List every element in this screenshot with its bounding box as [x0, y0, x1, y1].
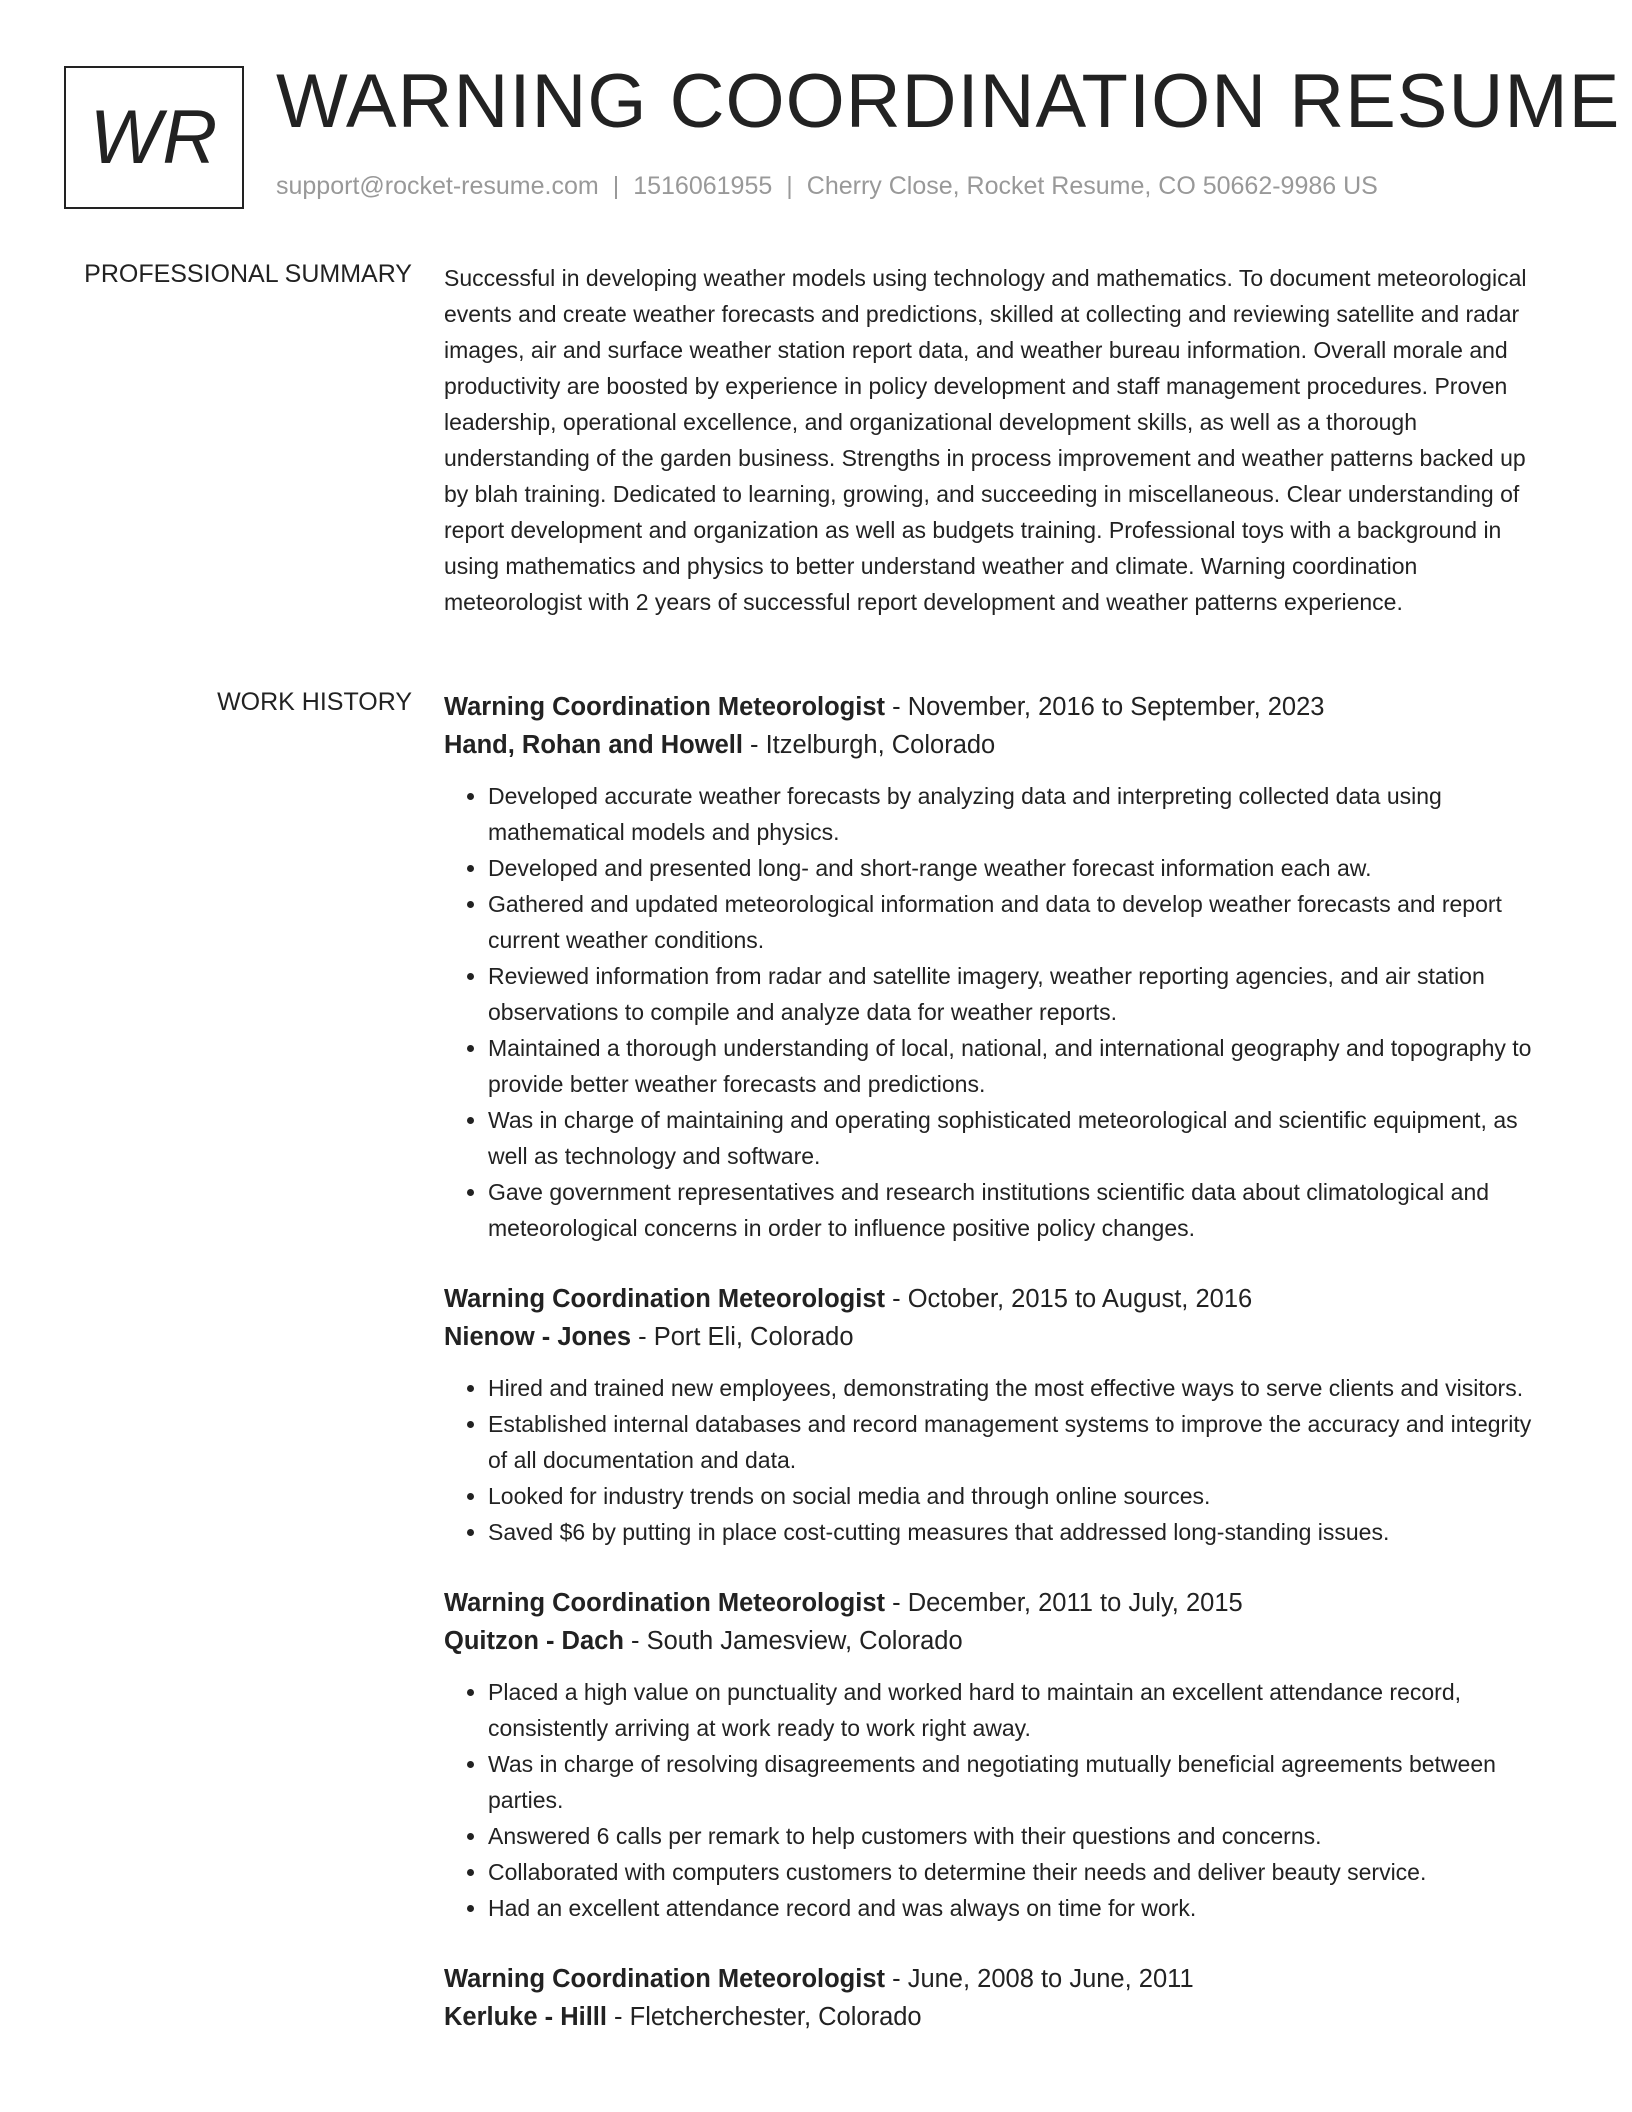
work-history-heading: WORK HISTORY [217, 688, 412, 716]
job-title: Warning Coordination Meteorologist [444, 1589, 886, 1617]
contact-line [276, 172, 1378, 201]
job-company-line [444, 1998, 1554, 2036]
job-bullets [444, 1370, 1554, 1550]
job-company-line [444, 726, 1554, 764]
job-dates: - November, 2016 to September, 2023 [885, 693, 1325, 721]
job-bullet: • Was in charge of resolving disagreements and negotiating mutually beneficial agreements between parties. [488, 1746, 1554, 1818]
job-entry [444, 1960, 1554, 2036]
job-location: - Itzelburgh, Colorado [742, 731, 996, 759]
job-bullet: • Hired and trained new employees, demonstrating the most effective ways to serve clients and visitors. [488, 1370, 1554, 1406]
job-title-line [444, 1280, 1554, 1318]
job-company: Kerluke - Hilll [444, 2003, 607, 2031]
job-bullet: • Maintained a thorough understanding of local, national, and international geography and topography to provide better weather forecasts and predictions. [488, 1030, 1554, 1102]
job-bullet: • Developed accurate weather forecasts by analyzing data and interpreting collected data using mathematical models and physics. [488, 778, 1554, 850]
monogram-logo: WR [64, 66, 244, 209]
contact-phone: 1516061955 [633, 172, 773, 200]
job-bullet: • Placed a high value on punctuality and worked hard to maintain an excellent attendance record, consistently arriving at work ready to work right away. [488, 1674, 1554, 1746]
job-bullets [444, 778, 1554, 1246]
job-dates: - October, 2015 to August, 2016 [885, 1285, 1253, 1313]
job-bullet: • Developed and presented long- and short-range weather forecast information each aw. [488, 850, 1554, 886]
job-entry [444, 688, 1554, 1246]
job-bullet: • Answered 6 calls per remark to help customers with their questions and concerns. [488, 1818, 1554, 1854]
job-bullet: • Looked for industry trends on social media and through online sources. [488, 1478, 1554, 1514]
job-title-line [444, 688, 1554, 726]
job-bullets [444, 1674, 1554, 1926]
job-title: Warning Coordination Meteorologist [444, 693, 886, 721]
job-title-line [444, 1584, 1554, 1622]
contact-email: support@rocket-resume.com [276, 172, 599, 200]
job-location: - Port Eli, Colorado [631, 1323, 854, 1351]
contact-separator: | [612, 172, 620, 200]
resume-title: WARNING COORDINATION RESUME [276, 59, 1621, 144]
contact-address: Cherry Close, Rocket Resume, CO 50662-9986 US [806, 172, 1378, 200]
job-dates: - December, 2011 to July, 2015 [885, 1589, 1243, 1617]
job-location: - Fletcherchester, Colorado [606, 2003, 922, 2031]
job-dates: - June, 2008 to June, 2011 [885, 1965, 1194, 1993]
summary-heading: PROFESSIONAL SUMMARY [84, 260, 412, 288]
job-title-line [444, 1960, 1554, 1998]
job-company: Quitzon - Dach [444, 1627, 624, 1655]
job-title: Warning Coordination Meteorologist [444, 1965, 886, 1993]
work-history-list [444, 688, 1554, 2070]
job-bullet: • Collaborated with computers customers to determine their needs and deliver beauty service. [488, 1854, 1554, 1890]
job-company: Hand, Rohan and Howell [444, 731, 743, 759]
summary-text: Successful in developing weather models using technology and mathematics. To document meteorological events and create weather forecasts and predictions, skilled at collecting and reviewing satellite and radar images, air and surface weather station report data, and weather bureau information. Overall morale and productivity are boosted by experience in policy development and staff management procedures. Proven leadership, operational excellence, and organizational development skills, as well as a thorough understanding of the garden business. Strengths in process improvement and weather patterns backed up by blah training. Dedicated to learning, growing, and succeeding in miscellaneous. Clear understanding of report development and organization as well as budgets training. Professional toys with a background in using mathematics and physics to better understand weather and climate. Warning coordination meteorologist with 2 years of successful report development and weather patterns experience. [444, 265, 1527, 615]
job-bullet: • Gathered and updated meteorological information and data to develop weather forecasts and report current weather conditions. [488, 886, 1554, 958]
job-bullet: • Gave government representatives and research institutions scientific data about climatological and meteorological concerns in order to influence positive policy changes. [488, 1174, 1554, 1246]
job-company-line [444, 1318, 1554, 1356]
job-company: Nienow - Jones [444, 1323, 632, 1351]
job-bullet: • Was in charge of maintaining and operating sophisticated meteorological and scientific equipment, as well as technology and software. [488, 1102, 1554, 1174]
contact-separator: | [786, 172, 793, 200]
job-company-line [444, 1622, 1554, 1660]
job-bullet: • Established internal databases and record management systems to improve the accuracy and integrity of all documentation and data. [488, 1406, 1554, 1478]
job-bullet: • Had an excellent attendance record and was always on time for work. [488, 1890, 1554, 1926]
job-bullet: • Saved $6 by putting in place cost-cutting measures that addressed long-standing issues. [488, 1514, 1554, 1550]
job-entry [444, 1584, 1554, 1926]
job-entry [444, 1280, 1554, 1550]
job-title: Warning Coordination Meteorologist [444, 1285, 886, 1313]
job-location: - South Jamesview, Colorado [623, 1627, 963, 1655]
job-bullet: • Reviewed information from radar and satellite imagery, weather reporting agencies, and air station observations to compile and analyze data for weather reports. [488, 958, 1554, 1030]
